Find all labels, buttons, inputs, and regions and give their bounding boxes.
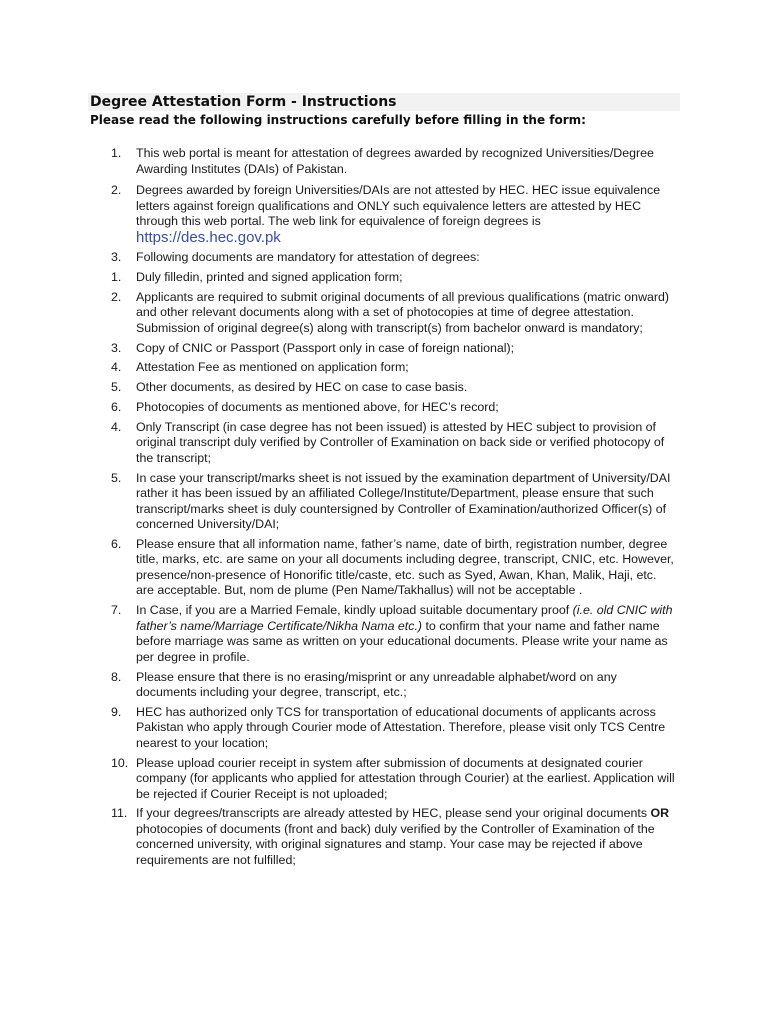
item-number: 7. <box>111 603 122 618</box>
item-number: 4. <box>111 419 122 434</box>
list-item <box>0 270 768 286</box>
item-text: In Case, if you are a Married Female, kindly upload suitable documentary proof <box>136 603 573 618</box>
item-number: 1. <box>111 270 122 285</box>
item-text-italic: (i.e. old CNIC with father’s name/Marriage Certificate/Nikha Nama etc.) <box>136 603 673 633</box>
list-item <box>0 603 768 665</box>
list-item <box>0 756 768 803</box>
list-item <box>0 705 768 752</box>
list-item <box>0 146 768 177</box>
list-item <box>0 360 768 376</box>
instructions-list <box>0 146 768 873</box>
item-text-bold: OR <box>650 806 670 821</box>
item-text: This web portal is meant for attestation of degrees awarded by recognized Universities/Degree Awarding Institutes (DAIs) of Pakistan. <box>136 146 654 176</box>
item-number: 2. <box>111 183 122 197</box>
list-item <box>0 471 768 533</box>
item-number: 6. <box>111 400 122 415</box>
list-item <box>0 537 768 599</box>
page-subtitle: Please read the following instructions carefully before filling in the form: <box>90 113 586 127</box>
item-text: Copy of CNIC or Passport (Passport only in case of foreign national); <box>136 340 515 355</box>
item-number: 8. <box>111 669 122 684</box>
list-item <box>0 250 768 266</box>
list-item <box>0 670 768 701</box>
equivalence-link[interactable]: https://des.hec.gov.pk <box>136 228 281 246</box>
item-number: 3. <box>111 250 122 265</box>
item-text-after: to confirm that your name and father name before marriage was same as written on your educational documents. Please write your name as per degree in profile. <box>136 618 668 664</box>
list-item <box>0 400 768 416</box>
list-item <box>0 290 768 337</box>
item-text: Following documents are mandatory for attestation of degrees: <box>136 250 480 265</box>
item-text: Applicants are required to submit original documents of all previous qualifications (matric onward) and other relevant documents along with a set of photocopies at time of degree attestation. Submission of original degree(s) along with transcript(s) from bachelor onward is mandatory; <box>136 289 670 335</box>
item-number: 3. <box>111 340 122 355</box>
item-number: 2. <box>111 289 122 304</box>
item-text: Degrees awarded by foreign Universities/DAIs are not attested by HEC. HEC issue equivalence letters against foreign qualifications and ONLY such equivalence letters are attested by HEC through this web portal. The web link for equivalence of foreign degrees is <box>136 183 661 228</box>
item-number: 10. <box>111 755 129 770</box>
item-text: Duly filledin, printed and signed application form; <box>136 270 403 285</box>
list-item <box>0 420 768 467</box>
item-number: 5. <box>111 380 122 395</box>
item-text: Please ensure that there is no erasing/misprint or any unreadable alphabet/word on any documents including your degree, transcript, etc.; <box>136 669 617 700</box>
list-item <box>0 806 768 868</box>
item-number: 9. <box>111 704 122 719</box>
item-text: Other documents, as desired by HEC on case to case basis. <box>136 380 468 395</box>
item-text: Please upload courier receipt in system after submission of documents at designated courier company (for applicants who applied for attestation through Courier) at the earliest. Application will be rejected if Courier Receipt is not uploaded; <box>136 755 675 801</box>
item-number: 5. <box>111 470 122 485</box>
list-item <box>0 341 768 357</box>
list-item <box>0 183 768 246</box>
item-text: In case your transcript/marks sheet is not issued by the examination department of University/DAI rather it has been issued by an affiliated College/Institute/Department, please ensure that such transcript/marks sheet is duly countersigned by Controller of Examination/authorized Officer(s) of concerned University/DAI; <box>136 470 671 532</box>
item-number: 4. <box>111 360 122 375</box>
item-text-after: photocopies of documents (front and back) duly verified by the Controller of Examination of the concerned university, with original signatures and stamp. Your case may be rejected if above requirements are not fulfilled; <box>136 821 655 867</box>
item-text: If your degrees/transcripts are already attested by HEC, please send your original documents <box>136 806 651 821</box>
item-number: 6. <box>111 536 122 551</box>
page-title: Degree Attestation Form - Instructions <box>88 93 680 111</box>
item-text: Photocopies of documents as mentioned above, for HEC’s record; <box>136 400 499 415</box>
item-text: HEC has authorized only TCS for transportation of educational documents of applicants across Pakistan who apply through Courier mode of Attestation. Therefore, please visit only TCS Centre nearest to your location; <box>136 704 666 750</box>
item-text: Attestation Fee as mentioned on application form; <box>136 360 409 375</box>
list-item <box>0 380 768 396</box>
item-number: 1. <box>111 146 122 160</box>
item-number: 11. <box>111 806 128 821</box>
item-text: Please ensure that all information name, father’s name, date of birth, registration number, degree title, marks, etc. are same on your all documents including degree, transcript, CNIC, etc. However, presence/non-presence of Honorific title/caste, etc. such as Syed, Awan, Khan, Malik, Haji, etc. are acceptable. But, nom de plume (Pen Name/Takhallus) will not be acceptable . <box>136 536 674 598</box>
item-text: Only Transcript (in case degree has not been issued) is attested by HEC subject to provision of original transcript duly verified by Controller of Examination on back side or verified photocopy of the transcript; <box>136 419 665 465</box>
